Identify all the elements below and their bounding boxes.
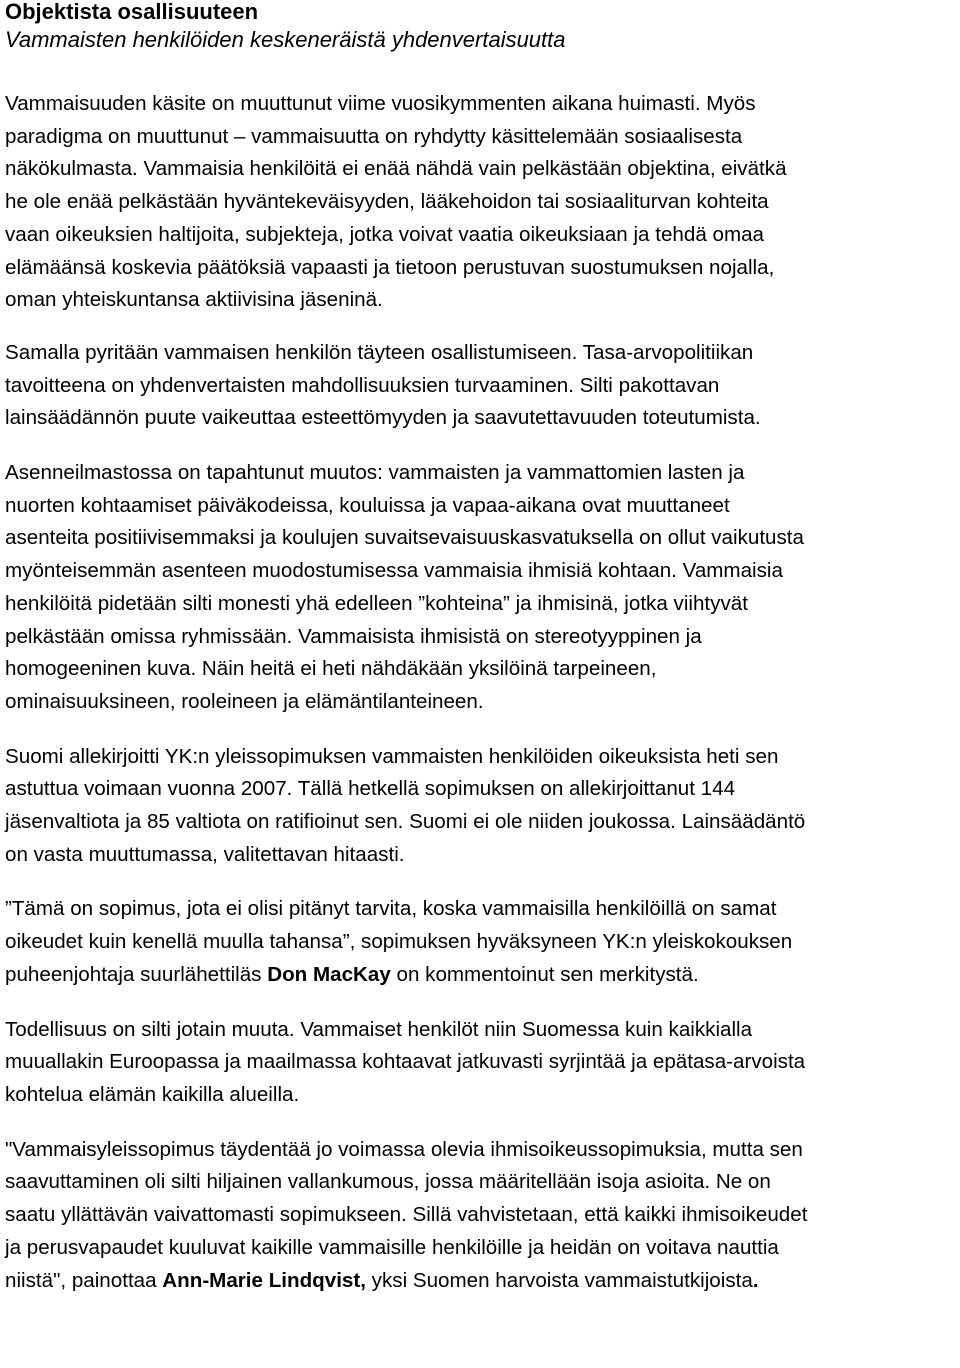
paragraph-line: jäsenvaltiota ja 85 valtiota on ratifioinut sen. Suomi ei ole niiden joukossa. Lainsäädäntö: [5, 810, 806, 834]
paragraph-line: tavoitteena on yhdenvertaisten mahdollisuuksien turvaaminen. Silti pakottavan: [5, 373, 720, 397]
paragraph-line: lainsäädännön puute vaikeuttaa esteettömyyden ja saavutettavuuden toteutumista.: [5, 406, 761, 430]
paragraph-6: [5, 1014, 955, 1112]
paragraph-4: [5, 741, 955, 872]
paragraph-line: saavuttaminen oli silti hiljainen vallankumous, jossa määritellään isoja asioita. Ne on: [5, 1170, 771, 1194]
paragraph-line: myönteisemmän asenteen muodostumisessa vammaisia ihmisiä kohtaan. Vammaisia: [5, 559, 783, 583]
document-subtitle: Vammaisten henkilöiden keskeneräistä yhdenvertaisuutta: [5, 27, 566, 52]
paragraph-line: vaan oikeuksien haltijoita, subjekteja, jotka voivat vaatia oikeuksiaan ja tehdä omaa: [5, 222, 765, 246]
paragraph-line: Todellisuus on silti jotain muuta. Vammaiset henkilöt niin Suomessa kuin kaikkialla: [5, 1017, 753, 1041]
paragraph-2: [5, 337, 955, 435]
paragraph-line: muuallakin Euroopassa ja maailmassa kohtaavat jatkuvasti syrjintää ja epätasa-arvoista: [5, 1050, 806, 1074]
paragraph-line: homogeeninen kuva. Näin heitä ei heti nähdäkään yksilöinä tarpeineen,: [5, 657, 657, 681]
paragraph-line: Asenneilmastossa on tapahtunut muutos: vammaisten ja vammattomien lasten ja: [5, 461, 745, 485]
paragraph-line: ja perusvapaudet kuuluvat kaikille vammaisille henkilöille ja heidän on voitava nauttia: [5, 1235, 779, 1259]
paragraph-line: oikeudet kuin kenellä muulla tahansa”, sopimuksen hyväksyneen YK:n yleiskokouksen: [5, 930, 793, 954]
quoted-person-name: Ann-Marie Lindqvist,: [162, 1268, 366, 1292]
paragraph-1: [5, 88, 955, 317]
paragraph-line: Samalla pyritään vammaisen henkilön täyteen osallistumiseen. Tasa-arvopolitiikan: [5, 340, 754, 364]
paragraph-line: nuorten kohtaamiset päiväkodeissa, kouluissa ja vapaa-aikana ovat muuttaneet: [5, 493, 730, 517]
paragraph-line: ”Tämä on sopimus, jota ei olisi pitänyt tarvita, koska vammaisilla henkilöillä on samat: [5, 897, 777, 921]
paragraph-3: [5, 457, 955, 719]
text-run: yksi Suomen harvoista vammaistutkijoista: [365, 1268, 753, 1292]
paragraph-line: kohtelua elämän kaikilla alueilla.: [5, 1082, 300, 1106]
paragraph-line: näkökulmasta. Vammaisia henkilöitä ei enää nähdä vain pelkästään objektina, eivätkä: [5, 157, 787, 181]
document-page: [5, 0, 955, 1297]
paragraph-line: paradigma on muuttunut – vammaisuutta on ryhdytty käsittelemään sosiaalisesta: [5, 124, 743, 148]
paragraph-line: on vasta muuttumassa, valitettavan hitaasti.: [5, 842, 405, 866]
paragraph-line: saatu yllättävän vaivattomasti sopimukseen. Sillä vahvistetaan, että kaikki ihmisoikeudet: [5, 1203, 808, 1227]
text-run: niistä", painottaa: [5, 1268, 163, 1292]
paragraph-line: asenteita positiivisemmaksi ja koulujen suvaitsevaisuuskasvatuksella on ollut vaikutusta: [5, 526, 804, 550]
paragraph-line: [5, 959, 955, 992]
paragraph-line: oman yhteiskuntansa aktiivisina jäseninä.: [5, 288, 383, 312]
paragraph-line: he ole enää pelkästään hyväntekeväisyyden, lääkehoidon tai sosiaaliturvan kohteita: [5, 190, 769, 214]
paragraph-line: "Vammaisyleissopimus täydentää jo voimassa olevia ihmisoikeussopimuksia, mutta sen: [5, 1137, 803, 1161]
paragraph-line: Vammaisuuden käsite on muuttunut viime vuosikymmenten aikana huimasti. Myös: [5, 92, 756, 115]
text-run: on kommentoinut sen merkitystä.: [390, 962, 699, 986]
paragraph-line: astuttua voimaan vuonna 2007. Tällä hetkellä sopimuksen on allekirjoittanut 144: [5, 777, 736, 801]
paragraph-line: ominaisuuksineen, rooleineen ja elämäntilanteineen.: [5, 689, 484, 713]
paragraph-line: pelkästään omissa ryhmissään. Vammaisista ihmisistä on stereotyyppinen ja: [5, 624, 702, 648]
quoted-person-name: Don MacKay: [267, 962, 391, 986]
text-run: .: [752, 1268, 759, 1292]
paragraph-5-quote: [5, 893, 955, 991]
text-run: puheenjohtaja suurlähettiläs: [5, 962, 268, 986]
paragraph-7-quote: [5, 1134, 955, 1298]
paragraph-line: Suomi allekirjoitti YK:n yleissopimuksen vammaisten henkilöiden oikeuksista heti sen: [5, 744, 779, 768]
paragraph-line: henkilöitä pidetään silti monesti yhä edelleen ”kohteina” ja ihmisinä, jotka viihtyvät: [5, 591, 748, 615]
document-title: Objektista osallisuuteen: [5, 0, 259, 24]
paragraph-line: elämäänsä koskevia päätöksiä vapaasti ja tietoon perustuvan suostumuksen nojalla,: [5, 255, 775, 279]
paragraph-line: [5, 1265, 955, 1298]
